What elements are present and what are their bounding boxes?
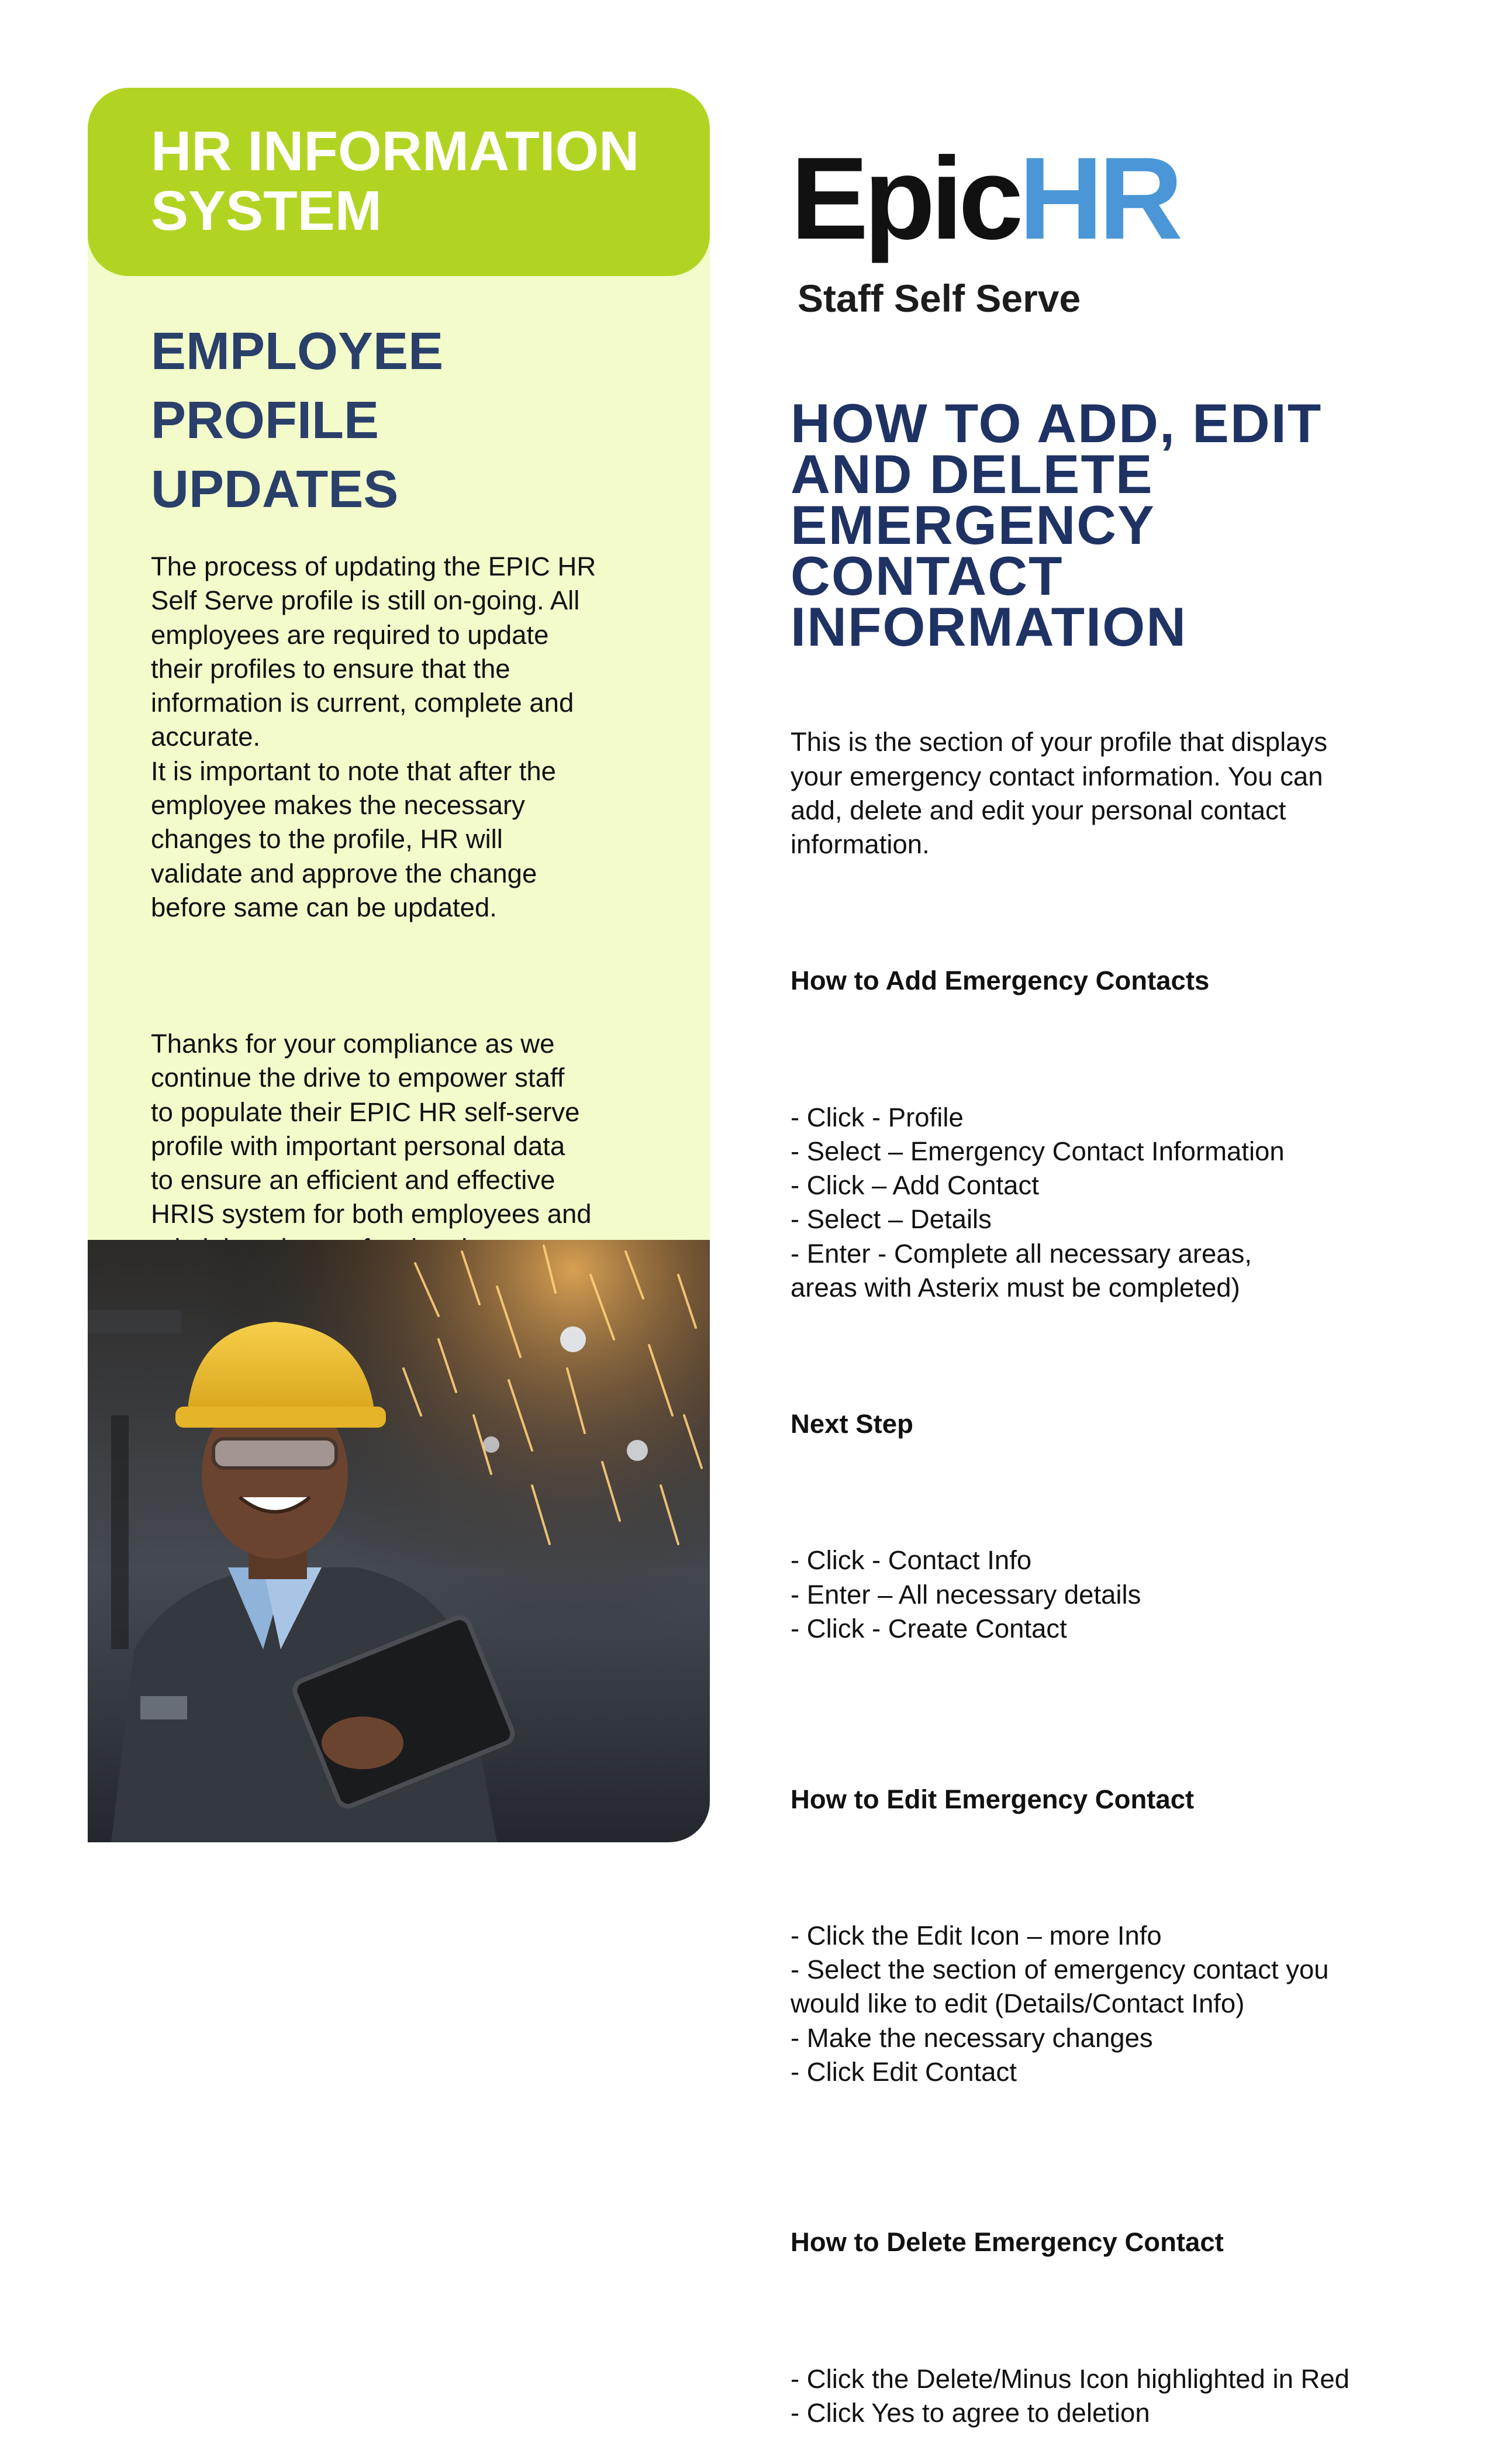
delete-steps: - Click the Delete/Minus Icon highlighted in Red - Click Yes to agree to deletion (791, 2363, 1350, 2428)
worker-photo (88, 1240, 710, 1842)
header-title: HR INFORMATION SYSTEM (151, 120, 640, 242)
edit-heading: How to Edit Emergency Contact (791, 1784, 1195, 1814)
delete-heading: How to Delete Emergency Contact (791, 2227, 1224, 2258)
next-steps: - Click - Contact Info - Enter – All necessary details - Click - Create Contact (791, 1545, 1141, 1644)
how-to-title: HOW TO ADD, EDIT AND DELETE EMERGENCY CONTACT INFORMATION (791, 392, 1323, 657)
intro-paragraph: The process of updating the EPIC HR Self Serve profile is still on-going. All employees are required to update their profiles to ensure that the information is current, complete and accurate. It is important to note that after the employee makes the necessary changes to the profile, HR will validate and approve the change before same can be updated. (151, 552, 596, 922)
hr-information-system-header (88, 88, 710, 276)
worker-with-tablet-icon (88, 1240, 710, 1842)
logo-epic-text: Epic (791, 133, 1019, 264)
next-step-heading: Next Step (791, 1409, 913, 1439)
logo-subtitle: Staff Self Serve (798, 277, 1081, 320)
add-heading: How to Add Emergency Contacts (791, 966, 1210, 996)
instructions (791, 691, 1463, 2464)
instructions-intro: This is the section of your profile that displays your emergency contact information. You can add, delete and edit your personal contact information. (791, 727, 1328, 860)
logo-hr-text: HR (1019, 133, 1179, 264)
section-title: EMPLOYEE PROFILE UPDATES (151, 322, 444, 519)
epichr-logo (791, 133, 1235, 269)
thanks-paragraph: Thanks for your compliance as we continue the drive to empower staff to populate their EPIC HR self-serve profile with important personal data to ensure an efficient and effective HRIS system for both employees and (151, 1029, 592, 1229)
edit-steps: - Click the Edit Icon – more Info - Select the section of emergency contact you would like to edit (Details/Contact Info) - Make the necessary changes - Click Edit Contact (791, 1920, 1329, 2087)
add-steps: - Click - Profile - Select – Emergency Contact Information - Click – Add Contact - Select – Details - Enter - Complete all necessary areas, areas with Asterix must be completed) (791, 1102, 1285, 1303)
